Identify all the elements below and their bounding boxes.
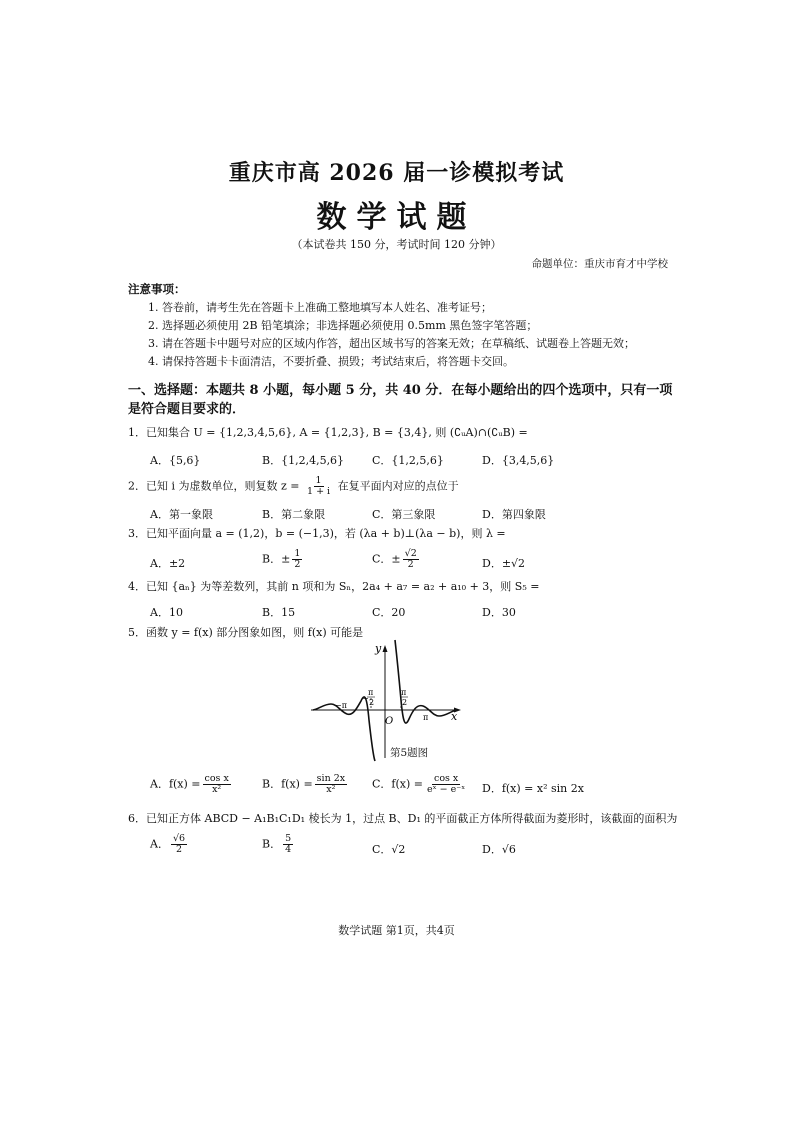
q5-option-d: D．f(x) = x² sin 2x (482, 782, 584, 795)
half-pi-numerator: π (401, 688, 407, 697)
q2-option-b: B．第二象限 (262, 508, 326, 521)
q2-stem-b: 在复平面内对应的点位于 (337, 479, 459, 493)
q2-frac-numerator: 1 (315, 475, 322, 486)
q3-b-numerator: 1 (294, 548, 301, 559)
q5-c-fraction (425, 774, 467, 795)
q5-option-c (372, 774, 469, 795)
q6-a-numerator: √6 (172, 833, 186, 844)
q3-c-numerator: √2 (404, 548, 417, 559)
q6-b-numerator: 5 (285, 833, 292, 844)
y-axis-label: y (375, 642, 382, 655)
q5-b-denominator: x² (326, 784, 336, 795)
q5-b-numerator: sin 2x (316, 773, 346, 784)
q1-option-d: D．{3,4,5,6} (482, 454, 555, 467)
question-1-stem: 1．已知集合 U = {1,2,3,4,5,6}, A = {1,2,3}, B = {3,4}, 则 (∁ᵤA)∩(∁ᵤB) = (128, 426, 528, 439)
note-item: 1. 答卷前，请考生先在答题卡上准确工整地填写本人姓名、准考证号； (148, 301, 492, 314)
q3-option-b (262, 549, 304, 570)
neg-half-pi-sign: − (362, 694, 369, 703)
section-heading: 一、选择题：本题共 8 小题，每小题 5 分，共 40 分．在每小题给出的四个选项中，只有一项是符合题目要求的． (128, 383, 673, 417)
setter-unit: 命题单位：重庆市育才中学校 (531, 258, 668, 270)
note-item: 2. 选择题必须使用 2B 铅笔填涂；非选择题必须使用 0.5mm 黑色签字笔答题； (148, 319, 538, 332)
q6-a-prefix: A． (150, 837, 169, 851)
question-3-stem: 3．已知平面向量 a = (1,2)，b = (−1,3)，若 (λa + b)⊥(λa − b)，则 λ = (128, 527, 506, 540)
q6-option-d: D．√6 (482, 843, 516, 856)
q3-option-c-fraction (403, 549, 419, 570)
q5-a-denominator: x² (212, 784, 222, 795)
x-axis-label: x (451, 710, 458, 723)
q6-option-b (262, 834, 295, 855)
q5-a-prefix: A．f(x) = (150, 777, 201, 791)
q5-c-numerator: cos x (434, 773, 459, 784)
q2-stem-a: 2．已知 i 为虚数单位，则复数 z = (128, 479, 300, 493)
q2-option-d: D．第四象限 (482, 508, 546, 521)
q5-a-fraction (203, 774, 231, 795)
q5-a-numerator: cos x (204, 773, 229, 784)
q3-option-b-prefix: B．± (262, 552, 291, 566)
function-graph-figure (305, 638, 465, 762)
question-6-stem: 6．已知正方体 ABCD − A₁B₁C₁D₁ 棱长为 1，过点 B、D₁ 的平面截正方体所得截面为菱形时，该截面的面积为 (128, 812, 678, 825)
q2-option-c: C．第三象限 (372, 508, 436, 521)
q4-option-d: D．30 (482, 606, 516, 619)
q6-a-denominator: 2 (175, 844, 183, 855)
q4-option-b: B．15 (262, 606, 296, 619)
neg-half-pi-numerator: π (368, 688, 374, 697)
q6-option-a (150, 834, 189, 855)
q4-option-c: C．20 (372, 606, 406, 619)
q1-option-c: C．{1,2,5,6} (372, 454, 444, 467)
q5-option-b (262, 774, 349, 795)
q3-c-denominator: 2 (407, 559, 414, 570)
q3-option-d: D．±√2 (482, 557, 526, 570)
figure-caption: 第5题图 (390, 747, 429, 759)
q5-option-a (150, 774, 233, 795)
origin-label: O (385, 716, 394, 727)
q6-b-denominator: 4 (285, 844, 292, 855)
q3-option-c-prefix: C．± (372, 552, 401, 566)
q6-b-prefix: B． (262, 837, 282, 851)
half-pi-denominator: 2 (402, 698, 408, 707)
q6-b-fraction (283, 834, 293, 855)
q1-option-a: A．{5,6} (150, 454, 201, 467)
neg-pi-label: −π (335, 701, 347, 710)
q2-fraction (305, 476, 332, 497)
q3-option-a: A．±2 (150, 557, 186, 570)
pi-label: π (423, 713, 429, 722)
q3-option-c (372, 549, 421, 570)
q3-b-denominator: 2 (294, 559, 301, 570)
note-item: 3. 请在答题卡中题号对应的区域内作答，超出区域书写的答案无效；在草稿纸、试题卷上答题无效； (148, 337, 635, 350)
q2-option-a: A．第一象限 (150, 508, 213, 521)
question-4-stem: 4．已知 {aₙ} 为等差数列，其前 n 项和为 Sₙ，2a₄ + a₇ = a₂ + a₁₀ + 3，则 S₅ = (128, 580, 540, 593)
q4-option-a: A．10 (150, 606, 183, 619)
q5-b-fraction (315, 774, 347, 795)
y-axis-arrow (383, 645, 388, 652)
exam-subtitle: （本试卷共 150 分，考试时间 120 分钟） (291, 238, 502, 251)
q6-a-fraction (171, 834, 187, 855)
q3-option-b-fraction (292, 549, 302, 570)
curve-right-branch (395, 640, 457, 723)
question-2-stem (128, 476, 459, 497)
q2-frac-denominator: 1 + i (307, 486, 331, 497)
neg-half-pi-denominator: 2 (369, 698, 375, 707)
page-footer: 数学试题 第1页，共4页 (338, 924, 455, 937)
q5-c-denominator: eˣ − e⁻ˣ (427, 784, 466, 795)
q5-b-prefix: B．f(x) = (262, 777, 313, 791)
note-item: 4. 请保持答题卡卡面清洁，不要折叠、损毁；考试结束后，将答题卡交回。 (148, 355, 514, 368)
question-5-stem: 5．函数 y = f(x) 部分图象如图，则 f(x) 可能是 (128, 626, 364, 639)
subject-title: 数学试题 (316, 200, 477, 235)
q5-c-prefix: C．f(x) = (372, 777, 423, 791)
q6-option-c: C．√2 (372, 843, 406, 856)
notes-heading: 注意事项： (128, 282, 186, 296)
exam-title: 重庆市高 2026 届一诊模拟考试 (228, 160, 565, 186)
q1-option-b: B．{1,2,4,5,6} (262, 454, 345, 467)
